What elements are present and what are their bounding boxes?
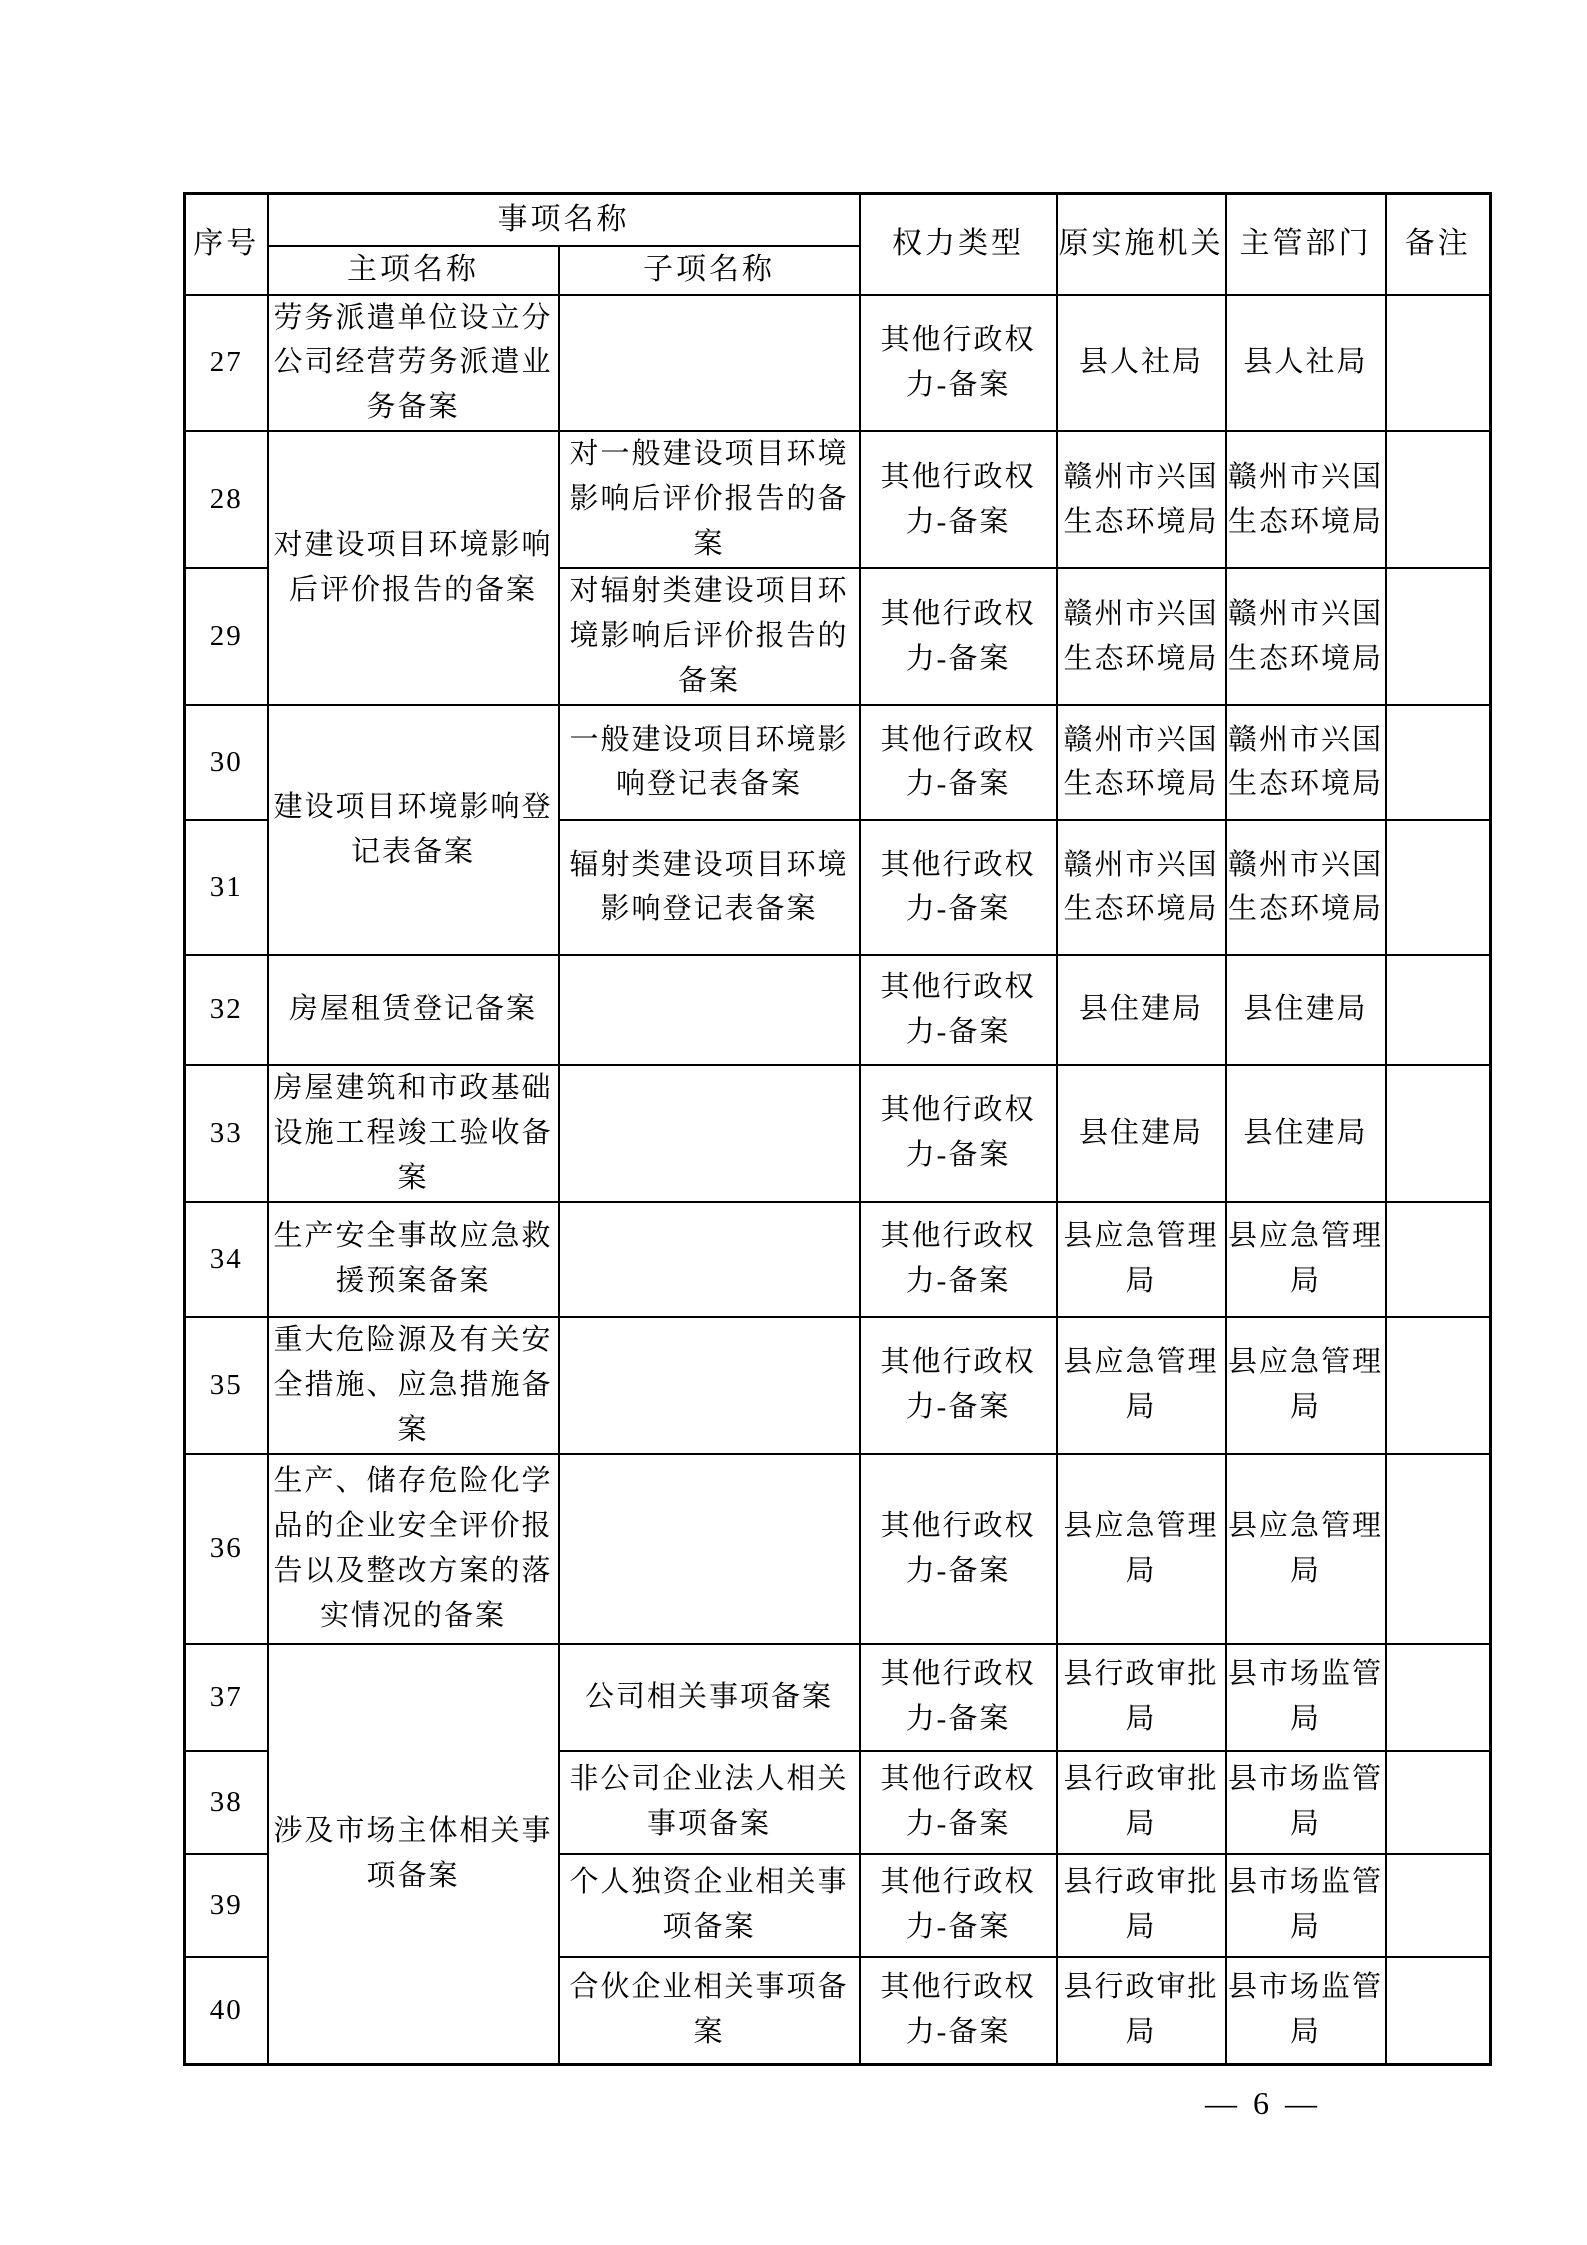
table-row	[185, 295, 1491, 432]
cell-power-type: 其他行政权力-备案	[860, 705, 1057, 820]
cell-original-agency: 县住建局	[1057, 955, 1226, 1065]
table-row	[185, 1202, 1491, 1317]
table-row	[185, 1317, 1491, 1454]
cell-main-item: 房屋租赁登记备案	[268, 955, 559, 1065]
cell-power-type: 其他行政权力-备案	[860, 1065, 1057, 1202]
cell-remark	[1386, 820, 1491, 955]
cell-sub-item: 对辐射类建设项目环境影响后评价报告的备案	[559, 568, 860, 705]
cell-power-type: 其他行政权力-备案	[860, 1751, 1057, 1854]
cell-department: 赣州市兴国生态环境局	[1226, 431, 1386, 568]
cell-department: 县市场监管局	[1226, 1644, 1386, 1751]
cell-seq: 39	[185, 1854, 268, 1957]
cell-remark	[1386, 1644, 1491, 1751]
cell-main-item: 重大危险源及有关安全措施、应急措施备案	[268, 1317, 559, 1454]
cell-sub-item: 非公司企业法人相关事项备案	[559, 1751, 860, 1854]
table-row	[185, 1454, 1491, 1644]
cell-sub-item: 对一般建设项目环境影响后评价报告的备案	[559, 431, 860, 568]
cell-seq: 28	[185, 431, 268, 568]
cell-remark	[1386, 1854, 1491, 1957]
cell-main-item: 房屋建筑和市政基础设施工程竣工验收备案	[268, 1065, 559, 1202]
cell-remark	[1386, 1957, 1491, 2065]
cell-sub-item	[559, 1317, 860, 1454]
cell-seq: 29	[185, 568, 268, 705]
cell-main-item: 劳务派遣单位设立分公司经营劳务派遣业务备案	[268, 295, 559, 432]
cell-department: 县住建局	[1226, 1065, 1386, 1202]
cell-main-item: 涉及市场主体相关事项备案	[268, 1644, 559, 2065]
cell-seq: 36	[185, 1454, 268, 1644]
cell-remark	[1386, 705, 1491, 820]
cell-original-agency: 县应急管理局	[1057, 1454, 1226, 1644]
cell-sub-item	[559, 1202, 860, 1317]
cell-original-agency: 县行政审批局	[1057, 1751, 1226, 1854]
cell-remark	[1386, 1751, 1491, 1854]
header-seq: 序号	[185, 194, 268, 295]
cell-power-type: 其他行政权力-备案	[860, 1454, 1057, 1644]
cell-remark	[1386, 295, 1491, 432]
table-row	[185, 705, 1491, 820]
cell-department: 县应急管理局	[1226, 1317, 1386, 1454]
header-main-name: 主项名称	[268, 246, 559, 295]
cell-power-type: 其他行政权力-备案	[860, 1854, 1057, 1957]
cell-sub-item	[559, 1065, 860, 1202]
cell-seq: 35	[185, 1317, 268, 1454]
cell-department: 赣州市兴国生态环境局	[1226, 705, 1386, 820]
cell-department: 县市场监管局	[1226, 1957, 1386, 2065]
cell-original-agency: 赣州市兴国生态环境局	[1057, 820, 1226, 955]
cell-seq: 32	[185, 955, 268, 1065]
cell-remark	[1386, 1454, 1491, 1644]
cell-main-item: 生产安全事故应急救援预案备案	[268, 1202, 559, 1317]
cell-department: 县应急管理局	[1226, 1454, 1386, 1644]
cell-seq: 40	[185, 1957, 268, 2065]
header-sub-name: 子项名称	[559, 246, 860, 295]
header-power-type: 权力类型	[860, 194, 1057, 295]
header-remark: 备注	[1386, 194, 1491, 295]
cell-sub-item	[559, 295, 860, 432]
cell-original-agency: 县人社局	[1057, 295, 1226, 432]
cell-power-type: 其他行政权力-备案	[860, 955, 1057, 1065]
cell-power-type: 其他行政权力-备案	[860, 820, 1057, 955]
cell-seq: 31	[185, 820, 268, 955]
cell-power-type: 其他行政权力-备案	[860, 295, 1057, 432]
cell-sub-item: 一般建设项目环境影响登记表备案	[559, 705, 860, 820]
cell-sub-item	[559, 1454, 860, 1644]
cell-original-agency: 赣州市兴国生态环境局	[1057, 705, 1226, 820]
table-row	[185, 1065, 1491, 1202]
cell-power-type: 其他行政权力-备案	[860, 1317, 1057, 1454]
cell-main-item: 生产、储存危险化学品的企业安全评价报告以及整改方案的落实情况的备案	[268, 1454, 559, 1644]
cell-power-type: 其他行政权力-备案	[860, 1957, 1057, 2065]
cell-remark	[1386, 1317, 1491, 1454]
cell-sub-item: 公司相关事项备案	[559, 1644, 860, 1751]
cell-original-agency: 县应急管理局	[1057, 1317, 1226, 1454]
cell-sub-item	[559, 955, 860, 1065]
cell-original-agency: 县行政审批局	[1057, 1644, 1226, 1751]
cell-original-agency: 县行政审批局	[1057, 1854, 1226, 1957]
table-row	[185, 955, 1491, 1065]
cell-original-agency: 赣州市兴国生态环境局	[1057, 431, 1226, 568]
cell-original-agency: 县行政审批局	[1057, 1957, 1226, 2065]
cell-remark	[1386, 568, 1491, 705]
cell-remark	[1386, 955, 1491, 1065]
cell-department: 赣州市兴国生态环境局	[1226, 568, 1386, 705]
cell-seq: 27	[185, 295, 268, 432]
cell-seq: 38	[185, 1751, 268, 1854]
cell-original-agency: 县应急管理局	[1057, 1202, 1226, 1317]
cell-seq: 33	[185, 1065, 268, 1202]
cell-department: 县市场监管局	[1226, 1854, 1386, 1957]
cell-seq: 30	[185, 705, 268, 820]
table-header-row-1	[185, 194, 1491, 246]
cell-main-item: 建设项目环境影响登记表备案	[268, 705, 559, 955]
table-row	[185, 1644, 1491, 1751]
cell-department: 县住建局	[1226, 955, 1386, 1065]
cell-sub-item: 辐射类建设项目环境影响登记表备案	[559, 820, 860, 955]
cell-department: 赣州市兴国生态环境局	[1226, 820, 1386, 955]
header-department: 主管部门	[1226, 194, 1386, 295]
header-original-agency: 原实施机关	[1057, 194, 1226, 295]
cell-power-type: 其他行政权力-备案	[860, 431, 1057, 568]
cell-remark	[1386, 1202, 1491, 1317]
cell-power-type: 其他行政权力-备案	[860, 1202, 1057, 1317]
cell-main-item: 对建设项目环境影响后评价报告的备案	[268, 431, 559, 705]
cell-department: 县应急管理局	[1226, 1202, 1386, 1317]
cell-seq: 37	[185, 1644, 268, 1751]
page-number: — 6 —	[1205, 2085, 1321, 2121]
cell-sub-item: 合伙企业相关事项备案	[559, 1957, 860, 2065]
cell-department: 县市场监管局	[1226, 1751, 1386, 1854]
table-row	[185, 431, 1491, 568]
cell-original-agency: 赣州市兴国生态环境局	[1057, 568, 1226, 705]
cell-remark	[1386, 431, 1491, 568]
cell-power-type: 其他行政权力-备案	[860, 568, 1057, 705]
cell-original-agency: 县住建局	[1057, 1065, 1226, 1202]
header-item-name: 事项名称	[268, 194, 860, 246]
cell-remark	[1386, 1065, 1491, 1202]
cell-seq: 34	[185, 1202, 268, 1317]
cell-sub-item: 个人独资企业相关事项备案	[559, 1854, 860, 1957]
cell-power-type: 其他行政权力-备案	[860, 1644, 1057, 1751]
filing-items-table	[183, 192, 1492, 2066]
cell-department: 县人社局	[1226, 295, 1386, 432]
